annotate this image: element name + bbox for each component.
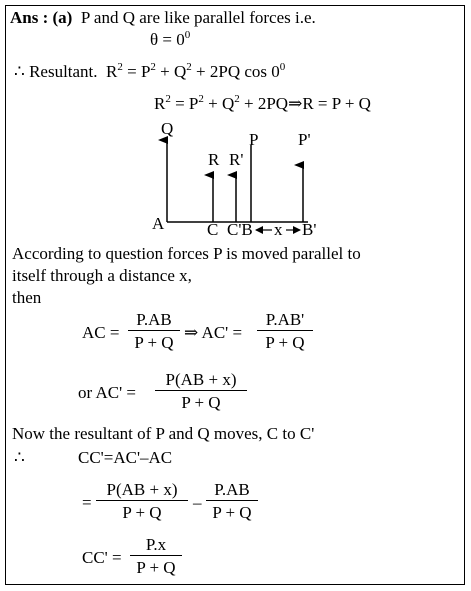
eq-part: + 2PQ⇒R = P + Q [244, 94, 371, 113]
label-b-prime: B' [302, 220, 317, 239]
denominator: P + Q [134, 333, 174, 352]
label-r: R [208, 150, 220, 169]
fraction-ac-prime [257, 310, 313, 352]
sup: 2 [150, 61, 156, 73]
text-now: Now the resultant of P and Q moves, C to C' [12, 424, 315, 443]
answer-label: Ans : (a) [10, 8, 73, 27]
eq-cc-equals: = [82, 493, 92, 512]
eq-part: = P [175, 94, 199, 113]
r-symbol: R [106, 62, 118, 81]
eq-ac-lhs: AC = [82, 323, 120, 342]
label-p-prime: P' [298, 130, 311, 149]
fraction-final [130, 535, 182, 577]
eq-part: + 2PQ cos 0 [196, 62, 280, 81]
text-line-1: According to question forces P is moved parallel to [12, 244, 361, 263]
r-symbol: R [154, 94, 166, 113]
denominator: P + Q [136, 558, 176, 577]
denominator: P + Q [212, 503, 252, 522]
theta-sup: 0 [184, 29, 191, 41]
numerator: P(AB + x) [96, 480, 188, 501]
numerator: P.AB [206, 480, 258, 501]
eq-part: = P [127, 62, 151, 81]
sup: 2 [234, 93, 240, 105]
denominator: P + Q [265, 333, 305, 352]
numerator: P(AB + x) [155, 370, 247, 391]
numerator: P.x [130, 535, 182, 556]
fraction-cc-1 [96, 480, 188, 522]
eq-or-lhs: or AC' = [78, 383, 136, 402]
answer-statement: P and Q are like parallel forces i.e. [80, 8, 316, 27]
label-c: C [207, 220, 219, 239]
label-x: x [274, 220, 283, 239]
therefore-symbol: ∴ [14, 448, 25, 467]
text-line-2: itself through a distance x, [12, 266, 192, 285]
fraction-cc-2 [206, 480, 258, 522]
eq-ac-mid: ⇒ AC' = [184, 323, 243, 342]
fraction-ac [128, 310, 180, 352]
eq-cc-line: CC'=AC'–AC [78, 448, 173, 467]
sup: 2 [186, 61, 192, 73]
resultant-prefix: ∴ Resultant. [14, 62, 98, 81]
eq-cc-minus: – [193, 493, 202, 512]
numerator: P.AB [128, 310, 180, 331]
label-a: A [152, 214, 165, 233]
label-q: Q [161, 119, 174, 138]
numerator: P.AB' [257, 310, 313, 331]
theta-text: θ = 0 [150, 30, 185, 49]
label-r-prime: R' [229, 150, 244, 169]
fraction-or [155, 370, 247, 412]
text-line-3: then [12, 288, 42, 307]
eq-final-lhs: CC' = [82, 548, 122, 567]
eq-part: + Q [160, 62, 187, 81]
sup: 2 [165, 93, 171, 105]
denominator: P + Q [181, 393, 221, 412]
sup: 2 [117, 61, 123, 73]
sup: 2 [198, 93, 204, 105]
sup: 0 [279, 61, 286, 73]
label-c-prime-b: C'B [227, 220, 253, 239]
eq-part: + Q [208, 94, 235, 113]
denominator: P + Q [122, 503, 162, 522]
label-p: P [249, 130, 259, 149]
